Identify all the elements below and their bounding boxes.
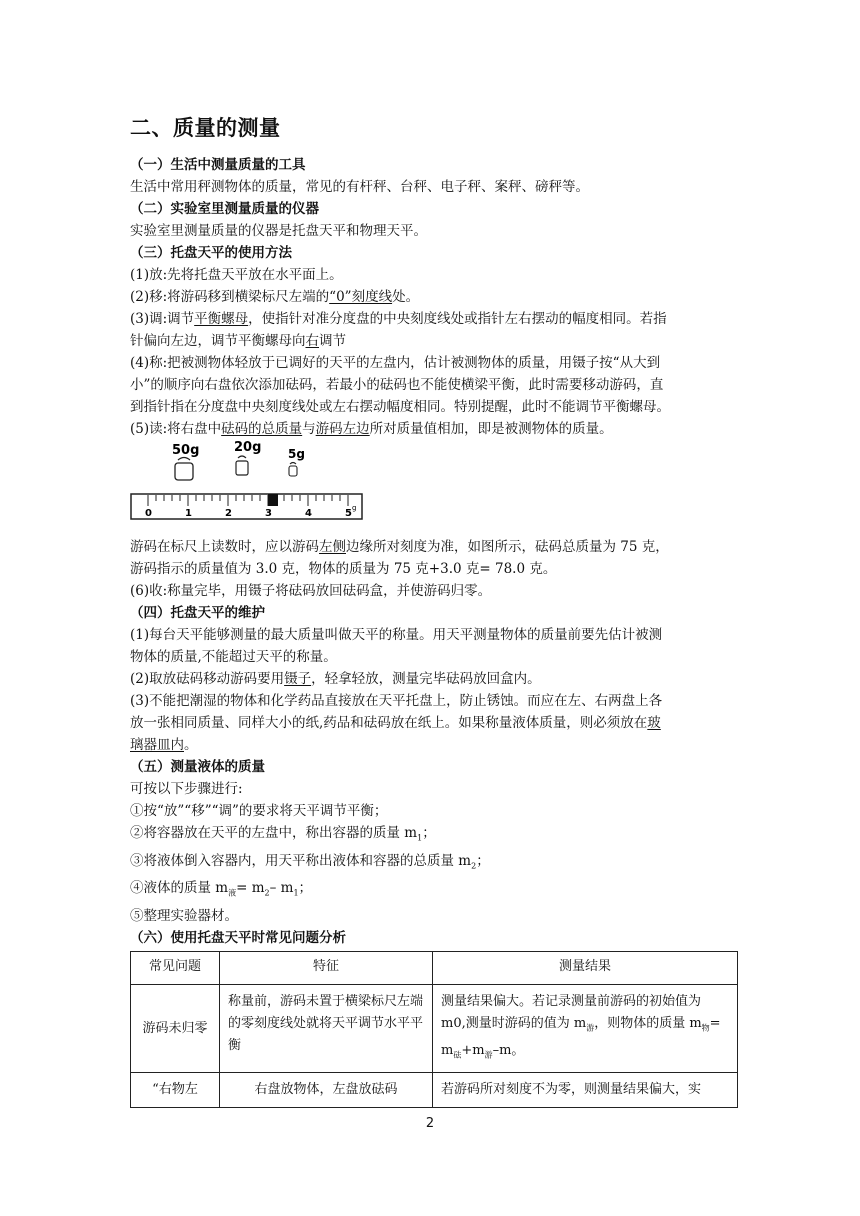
- liquid-step-3: ③将液体倒入容器内，用天平称出液体和容器的总质量 $m_2$；: [130, 852, 490, 871]
- weight-label-20g: 20g: [234, 440, 262, 455]
- weight-label-50g: 50g: [172, 443, 200, 458]
- page-content: [130, 112, 740, 1108]
- maintenance-3-cont: 放一张相同质量、同样大小的纸,药品和砝码放在纸上。如果称量液体质量，则必须放在玻: [130, 715, 661, 731]
- underlined-term: 玻: [647, 715, 661, 731]
- step-move: (2)移:将游码移到横梁标尺左端的“0”刻度线处。: [130, 289, 420, 305]
- step-read: (5)读:将右盘中砝码的总质量与游码左边所对质量值相加，即是被测物体的质量。: [130, 421, 613, 437]
- scale-tick-label: 1: [185, 508, 192, 519]
- underlined-term: 右: [305, 333, 319, 349]
- table-cell-problem: 游码未归零: [131, 985, 220, 1073]
- page-number: 2: [425, 1116, 435, 1131]
- underlined-term: 镊子: [284, 671, 312, 687]
- reading-explanation-cont: 游码指示的质量值为 3.0 克，物体的质量为 75 克+3.0 克= 78.0 克。: [130, 561, 557, 577]
- weight-label-5g: 5g: [288, 447, 305, 461]
- table-cell-feature: 右盘放物体，左盘放砝码: [220, 1073, 433, 1108]
- rider-marker: [268, 494, 278, 506]
- maintenance-1: (1)每台天平能够测量的最大质量叫做天平的称量。用天平测量物体的质量前要先估计被测: [130, 627, 663, 643]
- table-header-problem: 常见问题: [131, 952, 220, 985]
- table-header-feature: 特征: [220, 952, 433, 985]
- subsection-4-heading: （四）托盘天平的维护: [130, 605, 265, 621]
- table-cell-feature: 称量前，游码未置于横梁标尺左端的零刻度线处就将天平调节水平平衡: [220, 985, 433, 1073]
- step-weigh-cont: 小”的顺序向右盘依次添加砝码，若最小的砝码也不能使横梁平衡，此时需要移动游码，直: [130, 377, 664, 393]
- weight-50g-icon: [172, 443, 199, 480]
- step-collect: (6)收:称量完毕，用镊子将砝码放回砝码盒，并使游码归零。: [130, 583, 492, 599]
- liquid-step-4: ④液体的质量 $m_液= m_2-$ $m_1$；: [130, 880, 313, 899]
- liquid-intro: 可按以下步骤进行:: [130, 781, 243, 797]
- weight-5g-icon: [288, 447, 305, 476]
- maintenance-3: (3)不能把潮湿的物体和化学药品直接放在天平托盘上，防止锈蚀。而应在左、右两盘上各: [130, 693, 663, 709]
- maintenance-2: (2)取放砝码移动游码要用镊子，轻拿轻放，测量完毕砝码放回盒内。: [130, 671, 541, 687]
- rider-scale: [131, 494, 362, 519]
- subsection-1-heading: （一）生活中测量质量的工具: [130, 157, 306, 173]
- table-header-row: [131, 952, 738, 985]
- subsection-2-text: 实验室里测量质量的仪器是托盘天平和物理天平。: [130, 223, 427, 239]
- section-title: 二、质量的测量: [130, 116, 281, 140]
- table-cell-result: 若游码所对刻度不为零，则测量结果偏大，实: [433, 1073, 738, 1108]
- scale-tick-label: 4: [305, 508, 312, 519]
- scale-tick-label: 3: [265, 508, 272, 519]
- weights-and-scale-figure: [130, 440, 740, 536]
- subsection-6-heading: （六）使用托盘天平时常见问题分析: [130, 930, 346, 947]
- weight-20g-icon: [234, 440, 261, 475]
- table-cell-problem: “右物左: [131, 1073, 220, 1108]
- step-weigh: (4)称:把被测物体轻放于已调好的天平的左盘内，估计被测物体的质量，用镊子按“从大到: [130, 355, 661, 371]
- underlined-term: 左侧: [319, 539, 346, 555]
- scale-unit-label: g: [352, 504, 357, 512]
- scale-tick-label: 2: [225, 508, 232, 519]
- liquid-step-1: ①按“放”“移”“调”的要求将天平调节平衡；: [130, 803, 388, 819]
- step-place: (1)放:先将托盘天平放在水平面上。: [130, 267, 343, 283]
- table-row: [131, 985, 738, 1073]
- underlined-term: 砝码的总质量: [221, 421, 303, 437]
- maintenance-3-cont2: 璃器皿内。: [130, 737, 198, 753]
- underlined-term: “0”刻度线: [329, 289, 393, 305]
- scale-tick-label: 5: [345, 508, 352, 519]
- step-adjust-cont: 针偏向左边，调节平衡螺母向右调节: [130, 333, 346, 349]
- balance-scale-illustration: [130, 440, 370, 536]
- liquid-step-5: ⑤整理实验器材。: [130, 908, 238, 925]
- reading-explanation: 游码在标尺上读数时，应以游码左侧边缘所对刻度为准，如图所示，砝码总质量为 75 克，: [130, 539, 669, 555]
- underlined-term: 平衡螺母: [194, 311, 249, 327]
- table-row: [131, 1073, 738, 1108]
- step-weigh-cont2: 到指针指在分度盘中央刻度线处或左右摆动幅度相同。特别提醒，此时不能调节平衡螺母。: [130, 399, 670, 415]
- maintenance-1-cont: 物体的质量,不能超过天平的称量。: [130, 649, 337, 665]
- subsection-1-text: 生活中常用秤测物体的质量，常见的有杆秤、台秤、电子秤、案秤、磅秤等。: [130, 179, 589, 195]
- subsection-5-heading: （五）测量液体的质量: [130, 759, 265, 775]
- step-adjust: (3)调:调节平衡螺母，使指针对准分度盘的中央刻度线处或指针左右摆动的幅度相同。若指: [130, 311, 667, 327]
- underlined-term: 游码左边: [315, 421, 370, 437]
- subsection-2-heading: （二）实验室里测量质量的仪器: [130, 201, 319, 217]
- table-header-result: 测量结果: [433, 952, 738, 985]
- scale-tick-label: 0: [145, 508, 152, 519]
- table-cell-result: 测量结果偏大。若记录测量前游码的初始值为 m0,测量时游码的值为 $m_游$，则物体的质量 $m_物= m_砝+m_游-m$。: [433, 985, 738, 1073]
- problems-table: [130, 951, 738, 1108]
- underlined-term: 璃器皿内: [130, 737, 184, 753]
- subsection-3-heading: （三）托盘天平的使用方法: [130, 245, 292, 261]
- liquid-step-2: ②将容器放在天平的左盘中，称出容器的质量 $m_1$；: [130, 825, 436, 843]
